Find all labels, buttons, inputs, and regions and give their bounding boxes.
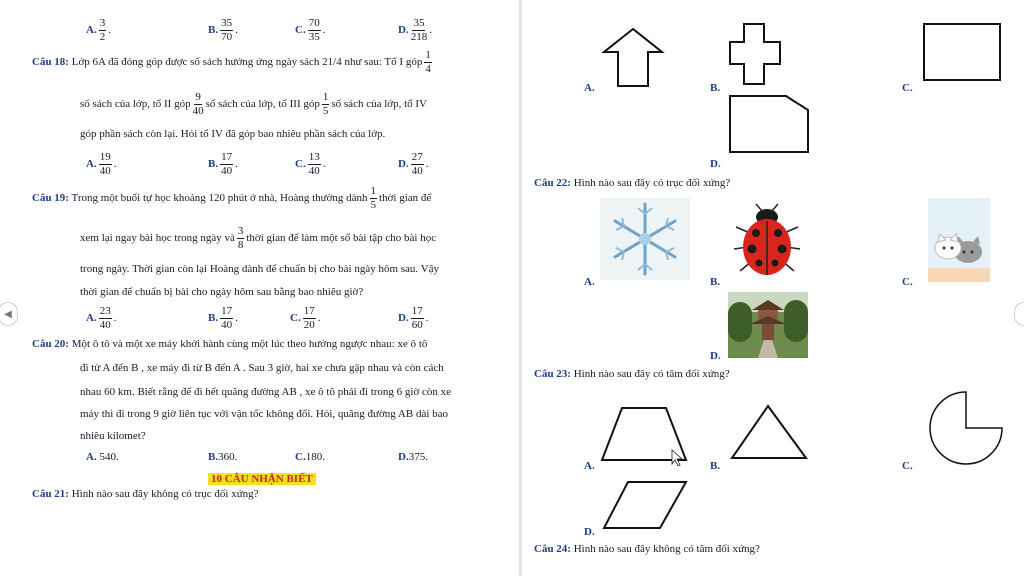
arrow-shape xyxy=(602,28,664,88)
q19-option-d: D. $\frac{17}{60}$ . xyxy=(398,305,429,331)
q22-label-c: C. xyxy=(902,276,913,288)
parallelogram-shape xyxy=(602,480,688,530)
q18-line1: Câu 18: Lớp 6A đã đóng góp được số sách hưởng ứng ngày sách 21/4 như sau: Tổ I góp $\frac{1}{4}$ xyxy=(32,49,431,75)
right-page xyxy=(522,0,1024,576)
q18-line2: số sách của lớp, tổ II góp $\frac{9}{40}$ số sách của lớp, tổ III góp $\frac{1}{5}$ số sách của lớp, tổ IV xyxy=(80,91,428,117)
q23-label-b: B. xyxy=(710,460,721,472)
q21-question: Câu 21: Hình nào sau đây không có trục đối xứng? xyxy=(32,488,259,500)
q20-option-d: D.375. xyxy=(398,451,428,463)
temple-image xyxy=(728,292,808,358)
q22-question: Câu 22: Hình nào sau đây có trục đối xứng? xyxy=(534,177,731,189)
q20-line4: máy thì đi trong 9 giờ liên tục với vận tốc không đổi. Hỏi, quãng đường AB dài bao xyxy=(80,408,449,420)
cross-shape xyxy=(728,22,782,86)
q20-line3: nhau 60 km. Biết rằng để đi hết quãng đường AB , xe ô tô phải đi trong 6 giờ còn xe xyxy=(80,386,452,398)
next-page-button[interactable] xyxy=(1014,302,1024,326)
pentagon-shape xyxy=(728,94,812,154)
q22-label-a: A. xyxy=(584,276,595,288)
q18-line3: góp phần sách còn lại. Hỏi tổ IV đã góp bao nhiêu phần sách của lớp. xyxy=(80,128,386,140)
prev-page-button[interactable] xyxy=(0,302,18,326)
q18-option-c: C. $\frac{13}{40}$ . xyxy=(295,151,326,177)
q20-option-b: B.360. xyxy=(208,451,238,463)
q20-option-a: A. 540. xyxy=(86,451,119,463)
q20-line5: nhiêu kilomet? xyxy=(80,430,146,442)
q19-line4: thời gian để chuẩn bị bài cho ngày hôm sau bằng bao nhiêu giờ? xyxy=(80,286,364,298)
snowflake-image xyxy=(600,198,690,280)
temple-icon xyxy=(728,292,808,358)
rectangle-shape xyxy=(922,22,1004,82)
q23-label-d: D. xyxy=(584,526,595,538)
snowflake-icon xyxy=(600,198,690,280)
q17-option-b: B. $\frac{35}{70}$ . xyxy=(208,17,238,43)
q19-line2: xem lại ngay bài học trong ngày và $\frac{3}{8}$ thời gian để làm một số bài tập cho bài học xyxy=(80,225,437,251)
q22-label-b: B. xyxy=(710,276,721,288)
q23-label-c: C. xyxy=(902,460,913,472)
q21-label-c: C. xyxy=(902,82,913,94)
triangle-shape xyxy=(730,404,808,462)
q19-option-b: B. $\frac{17}{40}$ . xyxy=(208,305,238,331)
q20-option-c: C.180. xyxy=(295,451,325,463)
q19-line3: trong ngày. Thời gian còn lại Hoàng dành để chuẩn bị cho bài ngày hôm sau. Vậy xyxy=(80,263,440,275)
q24-question: Câu 24: Hình nào sau đây không có tâm đối xứng? xyxy=(534,543,760,555)
q17-option-d: D. $\frac{35}{218}$ . xyxy=(398,17,432,43)
cat-icon xyxy=(928,198,990,282)
q19-option-c: C. $\frac{17}{20}$ . xyxy=(290,305,321,331)
q19-option-a: A. $\frac{23}{40}$ . xyxy=(86,305,117,331)
q23-question: Câu 23: Hình nào sau đây có tâm đối xứng? xyxy=(534,368,730,380)
q23-label-a: A. xyxy=(584,460,595,472)
cats-image xyxy=(928,198,990,282)
q21-label-d: D. xyxy=(710,158,721,170)
q18-option-b: B. $\frac{17}{40}$ . xyxy=(208,151,238,177)
q17-option-c: C. $\frac{70}{35}$ . xyxy=(295,17,326,43)
q21-label-b: B. xyxy=(710,82,721,94)
chevron-left-icon: ◀ xyxy=(4,308,12,320)
q20-line1: Câu 20: Một ô tô và một xe máy khởi hành cùng một lúc theo hướng ngược nhau: xe ô tô xyxy=(32,338,428,350)
q20-line2: đi từ A đến B , xe máy đi từ B đến A . Sau 3 giờ, hai xe chưa gặp nhau và còn cách xyxy=(80,362,444,374)
q18-option-a: A. $\frac{19}{40}$ . xyxy=(86,151,117,177)
q19-line1: Câu 19: Trong một buổi tự học khoảng 120 phút ở nhà, Hoàng thường dành $\frac{1}{5}$ thời gian để xyxy=(32,185,432,211)
trapezoid-shape xyxy=(600,406,690,464)
circle-sector-shape xyxy=(928,390,1008,470)
q18-option-d: D. $\frac{27}{40}$ . xyxy=(398,151,429,177)
q21-label-a: A. xyxy=(584,82,595,94)
q17-option-a: A. $\frac{3}{2}$ . xyxy=(86,17,111,43)
section-header: 10 CÂU NHẬN BIẾT xyxy=(208,473,316,485)
ladybug-image xyxy=(732,203,802,279)
q22-label-d: D. xyxy=(710,350,721,362)
